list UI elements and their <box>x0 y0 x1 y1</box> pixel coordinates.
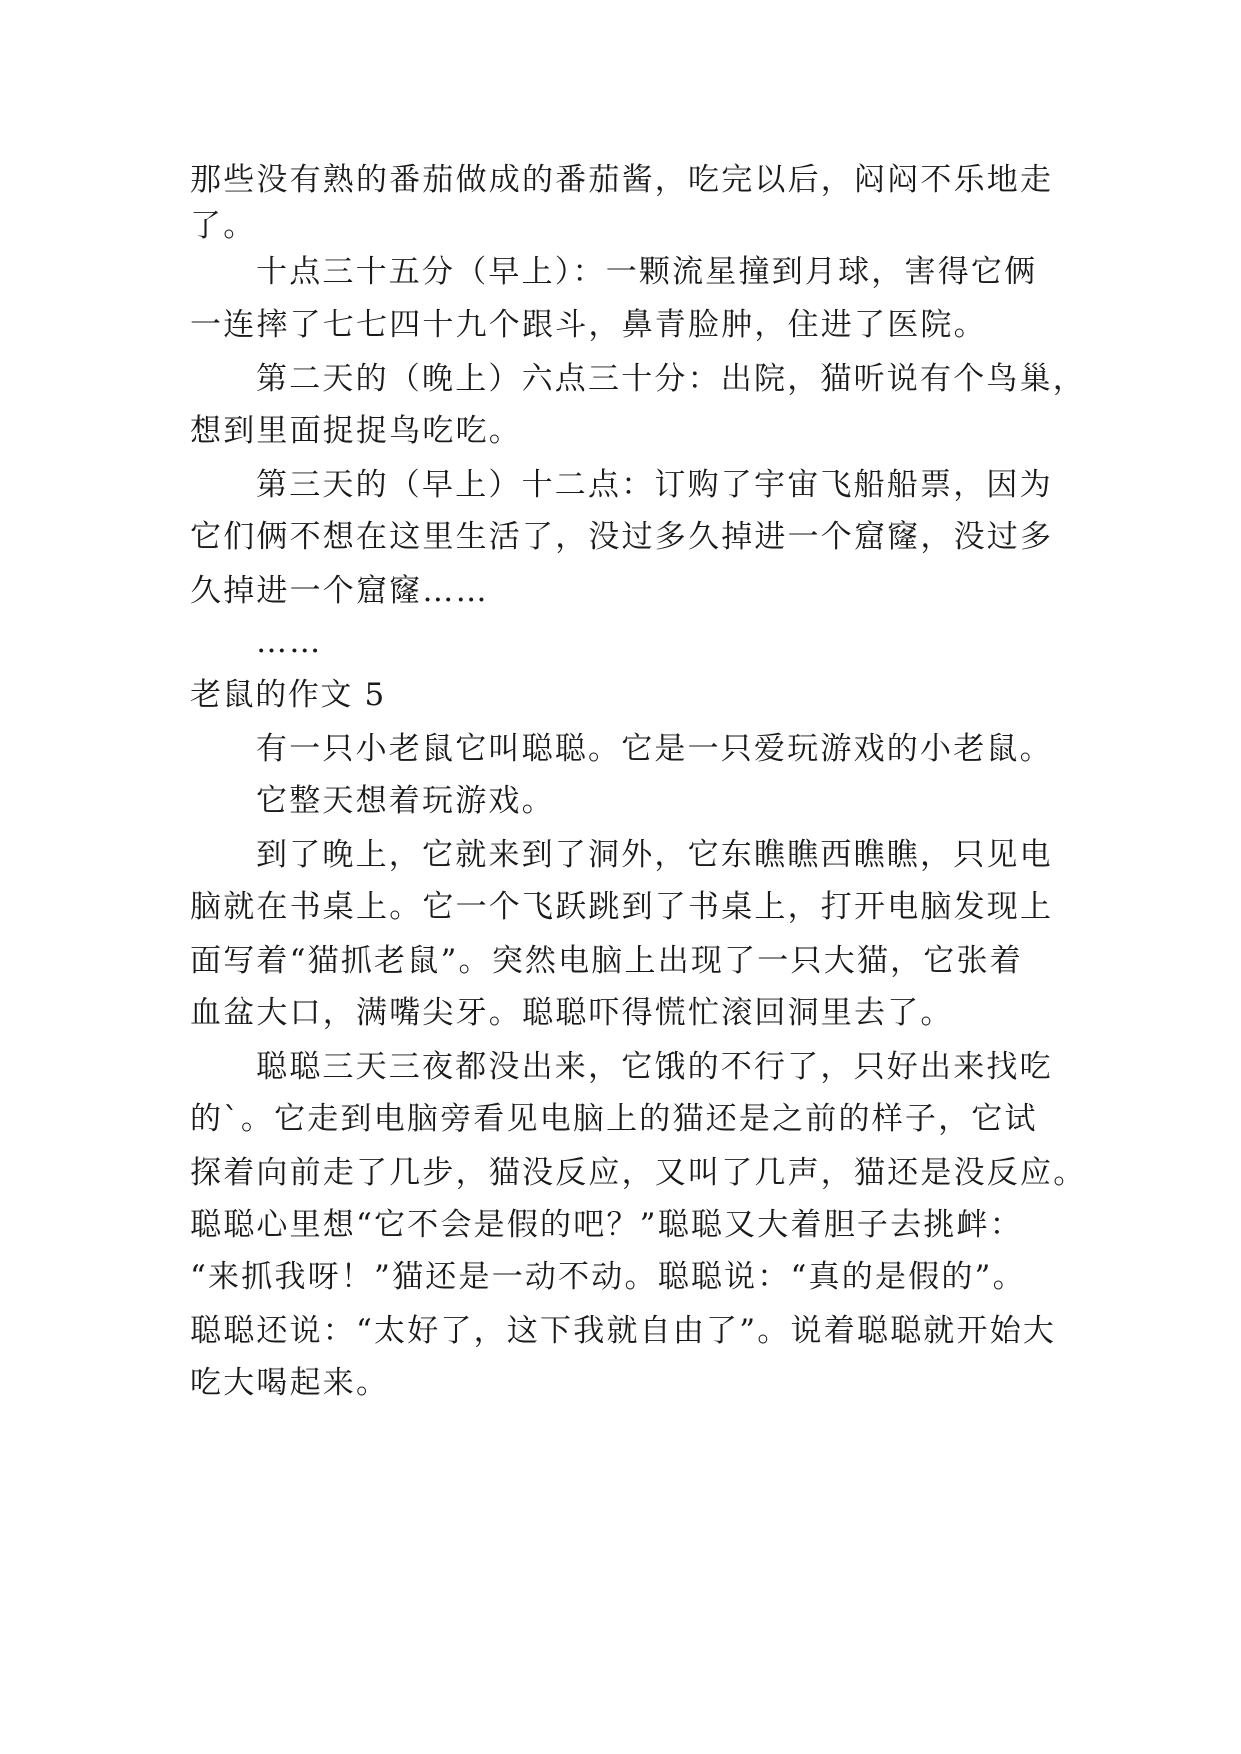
text-line: 吃大喝起来。 <box>190 1365 390 1401</box>
text-line: 它们俩不想在这里生活了，没过多久掉进一个窟窿，没过多 <box>190 519 1054 555</box>
text-line: 面写着“猫抓老鼠”。突然电脑上出现了一只大猫，它张着 <box>190 943 1023 979</box>
section-heading: 老鼠的作文 5 <box>190 677 386 713</box>
text-line: 第二天的（晚上）六点三十分：出院，猫听说有个鸟巢， <box>256 361 1086 397</box>
text-line: 一连摔了七七四十九个跟斗，鼻青脸肿，住进了医院。 <box>190 307 987 343</box>
text-line: 第三天的（早上）十二点：订购了宇宙飞船船票，因为 <box>256 467 1053 503</box>
text-line: 久掉进一个窟窿…… <box>190 573 489 609</box>
text-line: 有一只小老鼠它叫聪聪。它是一只爱玩游戏的小老鼠。 <box>256 731 1053 767</box>
text-line: 聪聪还说：“太好了，这下我就自由了”。说着聪聪就开始大 <box>190 1313 1057 1349</box>
text-line: 想到里面捉捉鸟吃吃。 <box>190 413 522 449</box>
text-line: “来抓我呀！”猫还是一动不动。聪聪说：“真的是假的”。 <box>190 1259 1026 1295</box>
text-line: 了。 <box>190 208 257 244</box>
text-line: 聪聪心里想“它不会是假的吧？”聪聪又大着胆子去挑衅： <box>190 1207 1023 1243</box>
text-line: 它整天想着玩游戏。 <box>256 783 555 819</box>
text-line: 血盆大口，满嘴尖牙。聪聪吓得慌忙滚回洞里去了。 <box>190 995 954 1031</box>
text-line: 那些没有熟的番茄做成的番茄酱，吃完以后，闷闷不乐地走 <box>190 162 1054 198</box>
text-line: 脑就在书桌上。它一个飞跃跳到了书桌上，打开电脑发现上 <box>190 889 1054 925</box>
text-line: 到了晚上，它就来到了洞外，它东瞧瞧西瞧瞧，只见电 <box>256 837 1053 873</box>
text-line: …… <box>256 624 323 660</box>
text-line: 十点三十五分（早上）：一颗流星撞到月球，害得它俩 <box>256 254 1038 290</box>
text-line: 聪聪三天三夜都没出来，它饿的不行了，只好出来找吃 <box>256 1049 1053 1085</box>
text-line: 的`。它走到电脑旁看见电脑上的猫还是之前的样子，它试 <box>190 1101 1038 1137</box>
text-line: 探着向前走了几步，猫没反应，又叫了几声，猫还是没反应。 <box>190 1155 1087 1191</box>
